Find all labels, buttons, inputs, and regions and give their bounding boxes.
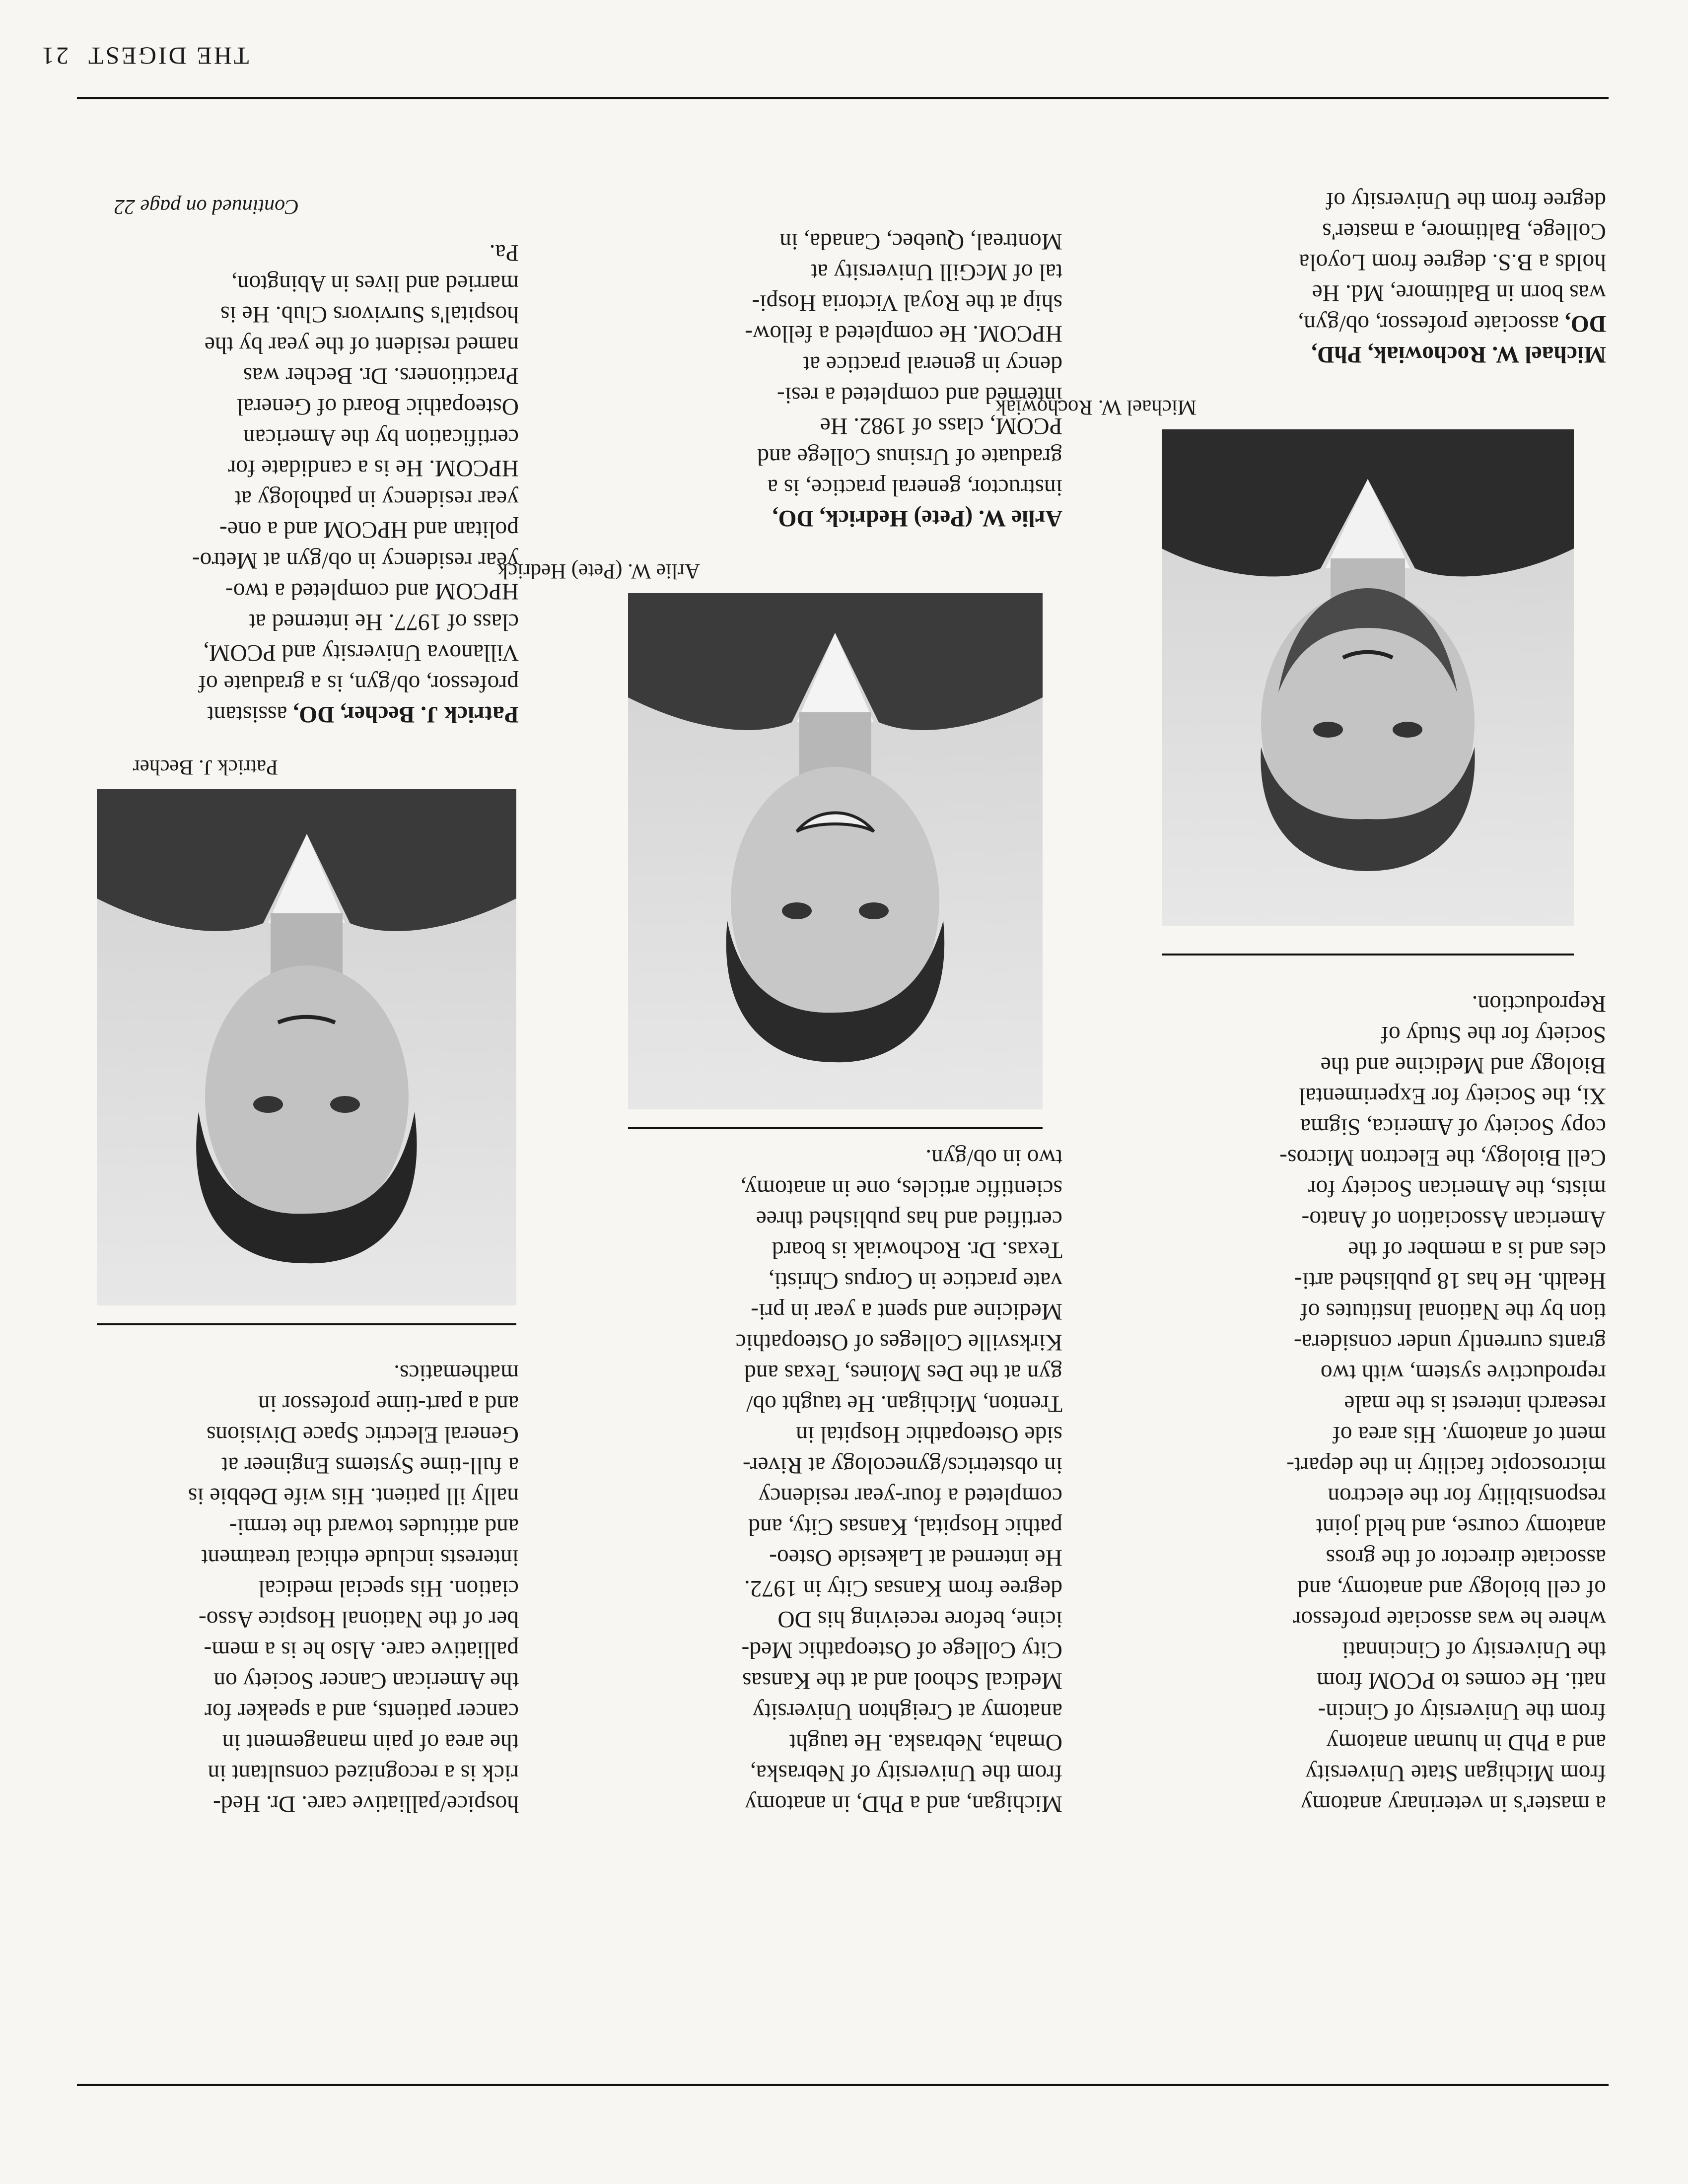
portrait-photo-becher	[97, 789, 516, 1305]
section-divider	[97, 1323, 516, 1325]
running-title: THE DIGEST	[86, 42, 249, 70]
profile-name: Arlie W. (Pete) Hedrick, DO,	[772, 505, 1062, 531]
footer-rule	[77, 2084, 1609, 2086]
profile-text-rochowiak: Michael W. Rochowiak, PhD, DO, associate professor, ob/gyn, was born in Baltimore, Md. He holds a B.S. degree from Loyola College, Baltimore, a master's degree from the University of	[1298, 188, 1606, 367]
profile-name: Michael W. Rochowiak, PhD,	[1311, 341, 1606, 367]
photo-caption-hedrick: Arlie W. (Pete) Hedrick	[497, 559, 700, 583]
section-divider	[1162, 954, 1574, 956]
profile-name-cont: DO,	[1564, 311, 1606, 337]
profile-text-becher: Patrick J. Becher, DO, assistant professor, ob/gyn, is a graduate of Villanova University and PCOM, class of 1977. He interned at HPCOM and completed a two- year residency in ob/gyn at Metro- politan and HPCOM and a one- year residency in pathology at HPCOM. He is a candidate for certification by the American Osteopathic Board of General Practitioners. Dr. Becher was named resident of the year by the hospital's Survivors Club. He is married and lives in Abington, Pa.	[192, 240, 519, 727]
section-divider	[628, 1127, 1043, 1129]
profile-name: Patrick J. Becher, DO,	[293, 701, 519, 727]
running-header	[40, 42, 318, 70]
portrait-photo-icon	[628, 593, 1043, 1109]
column-3-continuation: hospice/palliative care. Dr. Hed- rick is a recognized consultant in the area of pain management in cancer patients, and a speaker for the American Cancer Society on palliative care. Also he is a mem- ber of the National Hospice Asso- ciation. His special medical interests include ethical treatment and attitudes toward the termi- nally ill patient. His wife Debbie is a full-time Systems Engineer at General Electric Space Divisions and a part-time professor in mathematics.	[188, 1360, 519, 1817]
photo-caption-becher: Patrick J. Becher	[133, 755, 278, 779]
column-2-continuation: Michigan, and a PhD, in anatomy from the University of Nebraska, Omaha, Nebraska. He taught anatomy at Creighton University Medical School and at the Kansas City College of Osteopathic Med- icine, before receiving his DO degree from Kansas City in 1972. He interned at Lakeside Osteo- pathic Hospital, Kansas City, and completed a four-year residency in obstetrics/gynecology at River- side Osteopathic Hospital in Trenton, Michigan. He taught ob/ gyn at the Des Moines, Texas and Kirksville Colleges of Osteopathic Medicine and spent a year in pri- vate practice in Corpus Christi, Texas. Dr. Rochowiak is board certified and has published three scientific articles, one in anatomy, two in ob/gyn.	[735, 1145, 1062, 1817]
portrait-photo-rochowiak	[1162, 429, 1574, 926]
page-number: 21	[40, 42, 69, 70]
header-rule	[77, 97, 1609, 99]
portrait-photo-icon	[97, 789, 516, 1305]
photo-caption-rochowiak: Michael W. Rochowiak	[995, 396, 1196, 419]
portrait-photo-hedrick	[628, 593, 1043, 1109]
portrait-photo-icon	[1162, 429, 1574, 926]
column-1-continuation: a master's in veterinary anatomy from Michigan State University and a PhD in human anatomy from the University of Cincin- nati. He comes to PCOM from the University of Cincinnati where he was associate professor of cell biology and anatomy, and associate director of the gross anatomy course, and held joint responsibility for the electron microscopic facility in the depart- ment of anatomy. His area of research interest is the male reproductive system, with two grants currently under considera- tion by the National Institutes of Health. He has 18 published arti- cles and is a member of the American Association of Anato- mists, the American Society for Cell Biology, the Electron Micros- copy Society of America, Sigma Xi, the Society for Experimental Biology and Medicine and the Society for the Study of Reproduction.	[1279, 991, 1606, 1817]
continued-note: Continued on page 22	[114, 195, 299, 218]
profile-text-hedrick: Arlie W. (Pete) Hedrick, DO, instructor, general practice, is a graduate of Ursinus College and PCOM, class of 1982. He interned and completed a resi- dency in general practice at HPCOM. He completed a fellow- ship at the Royal Victoria Hospi- tal of McGill University at Montreal, Quebec, Canada, in	[745, 228, 1062, 531]
